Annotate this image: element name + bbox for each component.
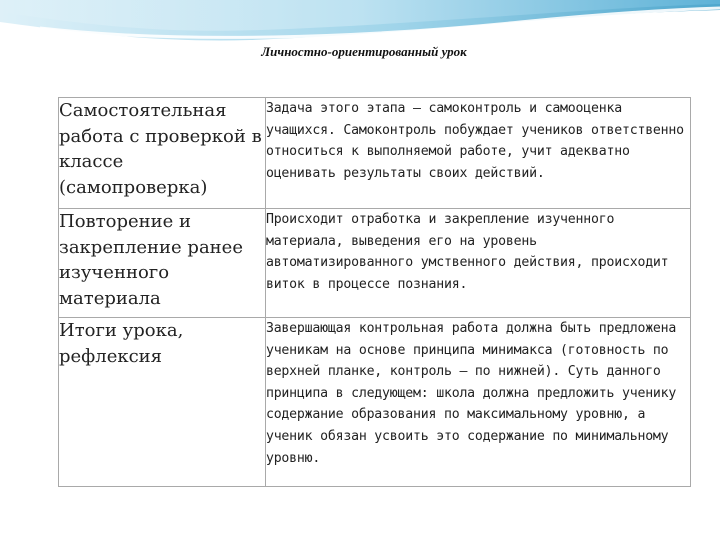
table-row — [59, 98, 691, 209]
stage-cell: Итоги урока, рефлексия — [59, 318, 266, 487]
lesson-stages-table — [58, 97, 691, 487]
description-cell: Задача этого этапа – самоконтроль и самооценка учащихся. Самоконтроль побуждает учеников ответственно относиться к выполняемой работе, учит адекватно оценивать результаты своих действий. — [265, 98, 690, 209]
table-row — [59, 209, 691, 318]
stage-cell: Самостоятельная работа с проверкой в классе (самопроверка) — [59, 98, 266, 209]
description-cell: Завершающая контрольная работа должна быть предложена ученикам на основе принципа минимакса (готовность по верхней планке, контроль – по нижней). Суть данного принципа в следующем: школа должна предложить ученику содержание образования по максимальному уровню, а ученик обязан усвоить это содержание по минимальному уровню. — [265, 318, 690, 487]
stage-cell: Повторение и закрепление ранее изученного материала — [59, 209, 266, 318]
table-row — [59, 318, 691, 487]
description-cell: Происходит отработка и закрепление изученного материала, выведения его на уровень автоматизированного умственного действия, происходит виток в процессе познания. — [265, 209, 690, 318]
slide-title: Личностно-ориентированный урок — [261, 44, 467, 59]
